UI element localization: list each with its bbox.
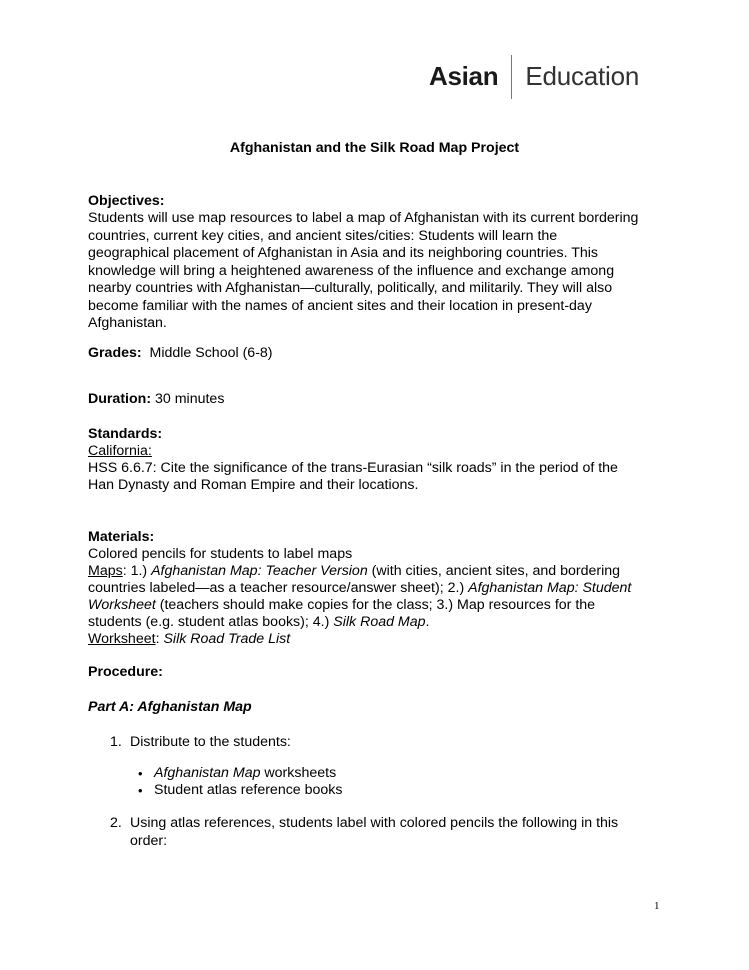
grades-value: Middle School (6-8) (149, 345, 273, 361)
map-title: Worksheet (88, 597, 156, 613)
procedure-heading: Procedure: (88, 664, 163, 680)
step-number: 2. (110, 815, 122, 831)
map-title: Afghanistan Map: Teacher Version (151, 563, 368, 579)
text: : (155, 631, 164, 647)
text: (teachers should make copies for the class; 3.) Map resources for the (155, 597, 596, 613)
text: Afghanistan Map (154, 765, 261, 781)
objectives-line: nearby countries with Afghanistan—culturally, politically, and militarily. They will also (88, 280, 613, 296)
step-2-line: order: (130, 832, 168, 849)
objectives-line: countries, current key cities, and ancient sites/cities: Students will learn the (88, 227, 558, 244)
standards-line: Han Dynasty and Roman Empire and their locations. (88, 477, 419, 493)
text: students (e.g. student atlas books); 4.) (88, 614, 334, 630)
page-number: 1 (654, 900, 660, 912)
duration-value: 30 minutes (155, 391, 225, 407)
document-title: Afghanistan and the Silk Road Map Project (229, 140, 520, 156)
standards-state: California: (88, 443, 152, 459)
objectives-body (88, 210, 663, 333)
text: : 1.) (122, 563, 152, 579)
grades-label: Grades: (88, 345, 142, 361)
logo-word-asian: Asian (429, 61, 499, 92)
duration-line (88, 391, 663, 409)
objectives-line: geographical placement of Afghanistan in Asia and its neighboring countries. This (88, 245, 599, 261)
materials-line (88, 597, 663, 615)
materials-maps-line (88, 563, 663, 581)
objectives-line: become familiar with the names of ancient sites and their location in present-day (88, 297, 592, 314)
duration-label: Duration: (88, 391, 152, 407)
grades-line (88, 345, 663, 363)
step-1-text: Distribute to the students: (130, 734, 291, 750)
objectives-line: Students will use map resources to label a map of Afghanistan with its current bordering (88, 210, 639, 226)
asian-education-logo (429, 57, 639, 97)
materials-line: Colored pencils for students to label maps (88, 546, 353, 562)
materials-line (88, 614, 663, 632)
bullet-icon: • (138, 783, 143, 798)
logo-divider (511, 55, 512, 99)
text: (with cities, ancient sites, and bordering (367, 563, 621, 579)
standards-heading: Standards: (88, 426, 163, 442)
standards-line: HSS 6.6.7: Cite the significance of the trans-Eurasian “silk roads” in the period of the (88, 460, 618, 476)
materials-worksheet-line (88, 631, 663, 649)
step-2-line: Using atlas references, students label with colored pencils the following in this (130, 815, 619, 831)
step-2-text (130, 815, 660, 850)
objectives-line: knowledge will bring a heightened awareness of the influence and exchange among (88, 262, 615, 279)
objectives-heading: Objectives: (88, 193, 165, 209)
worksheet-label: Worksheet (88, 631, 156, 647)
worksheet-title: Silk Road Trade List (163, 631, 291, 647)
bullet-icon: • (138, 766, 143, 781)
objectives-line: Afghanistan. (88, 315, 167, 331)
materials-line (88, 580, 663, 598)
text: . (425, 614, 430, 630)
part-a-heading: Part A: Afghanistan Map (88, 699, 252, 715)
step-number: 1. (110, 734, 122, 750)
bullet-item: Student atlas reference books (154, 782, 343, 798)
map-title: Afghanistan Map: Student (468, 580, 632, 596)
maps-label: Maps (88, 563, 123, 579)
map-title: Silk Road Map (333, 614, 426, 630)
bullet-item (154, 765, 336, 783)
logo-word-education: Education (525, 61, 640, 92)
materials-heading: Materials: (88, 529, 155, 545)
text: countries labeled—as a teacher resource/answer sheet); 2.) (88, 580, 469, 596)
text: worksheets (260, 765, 337, 781)
